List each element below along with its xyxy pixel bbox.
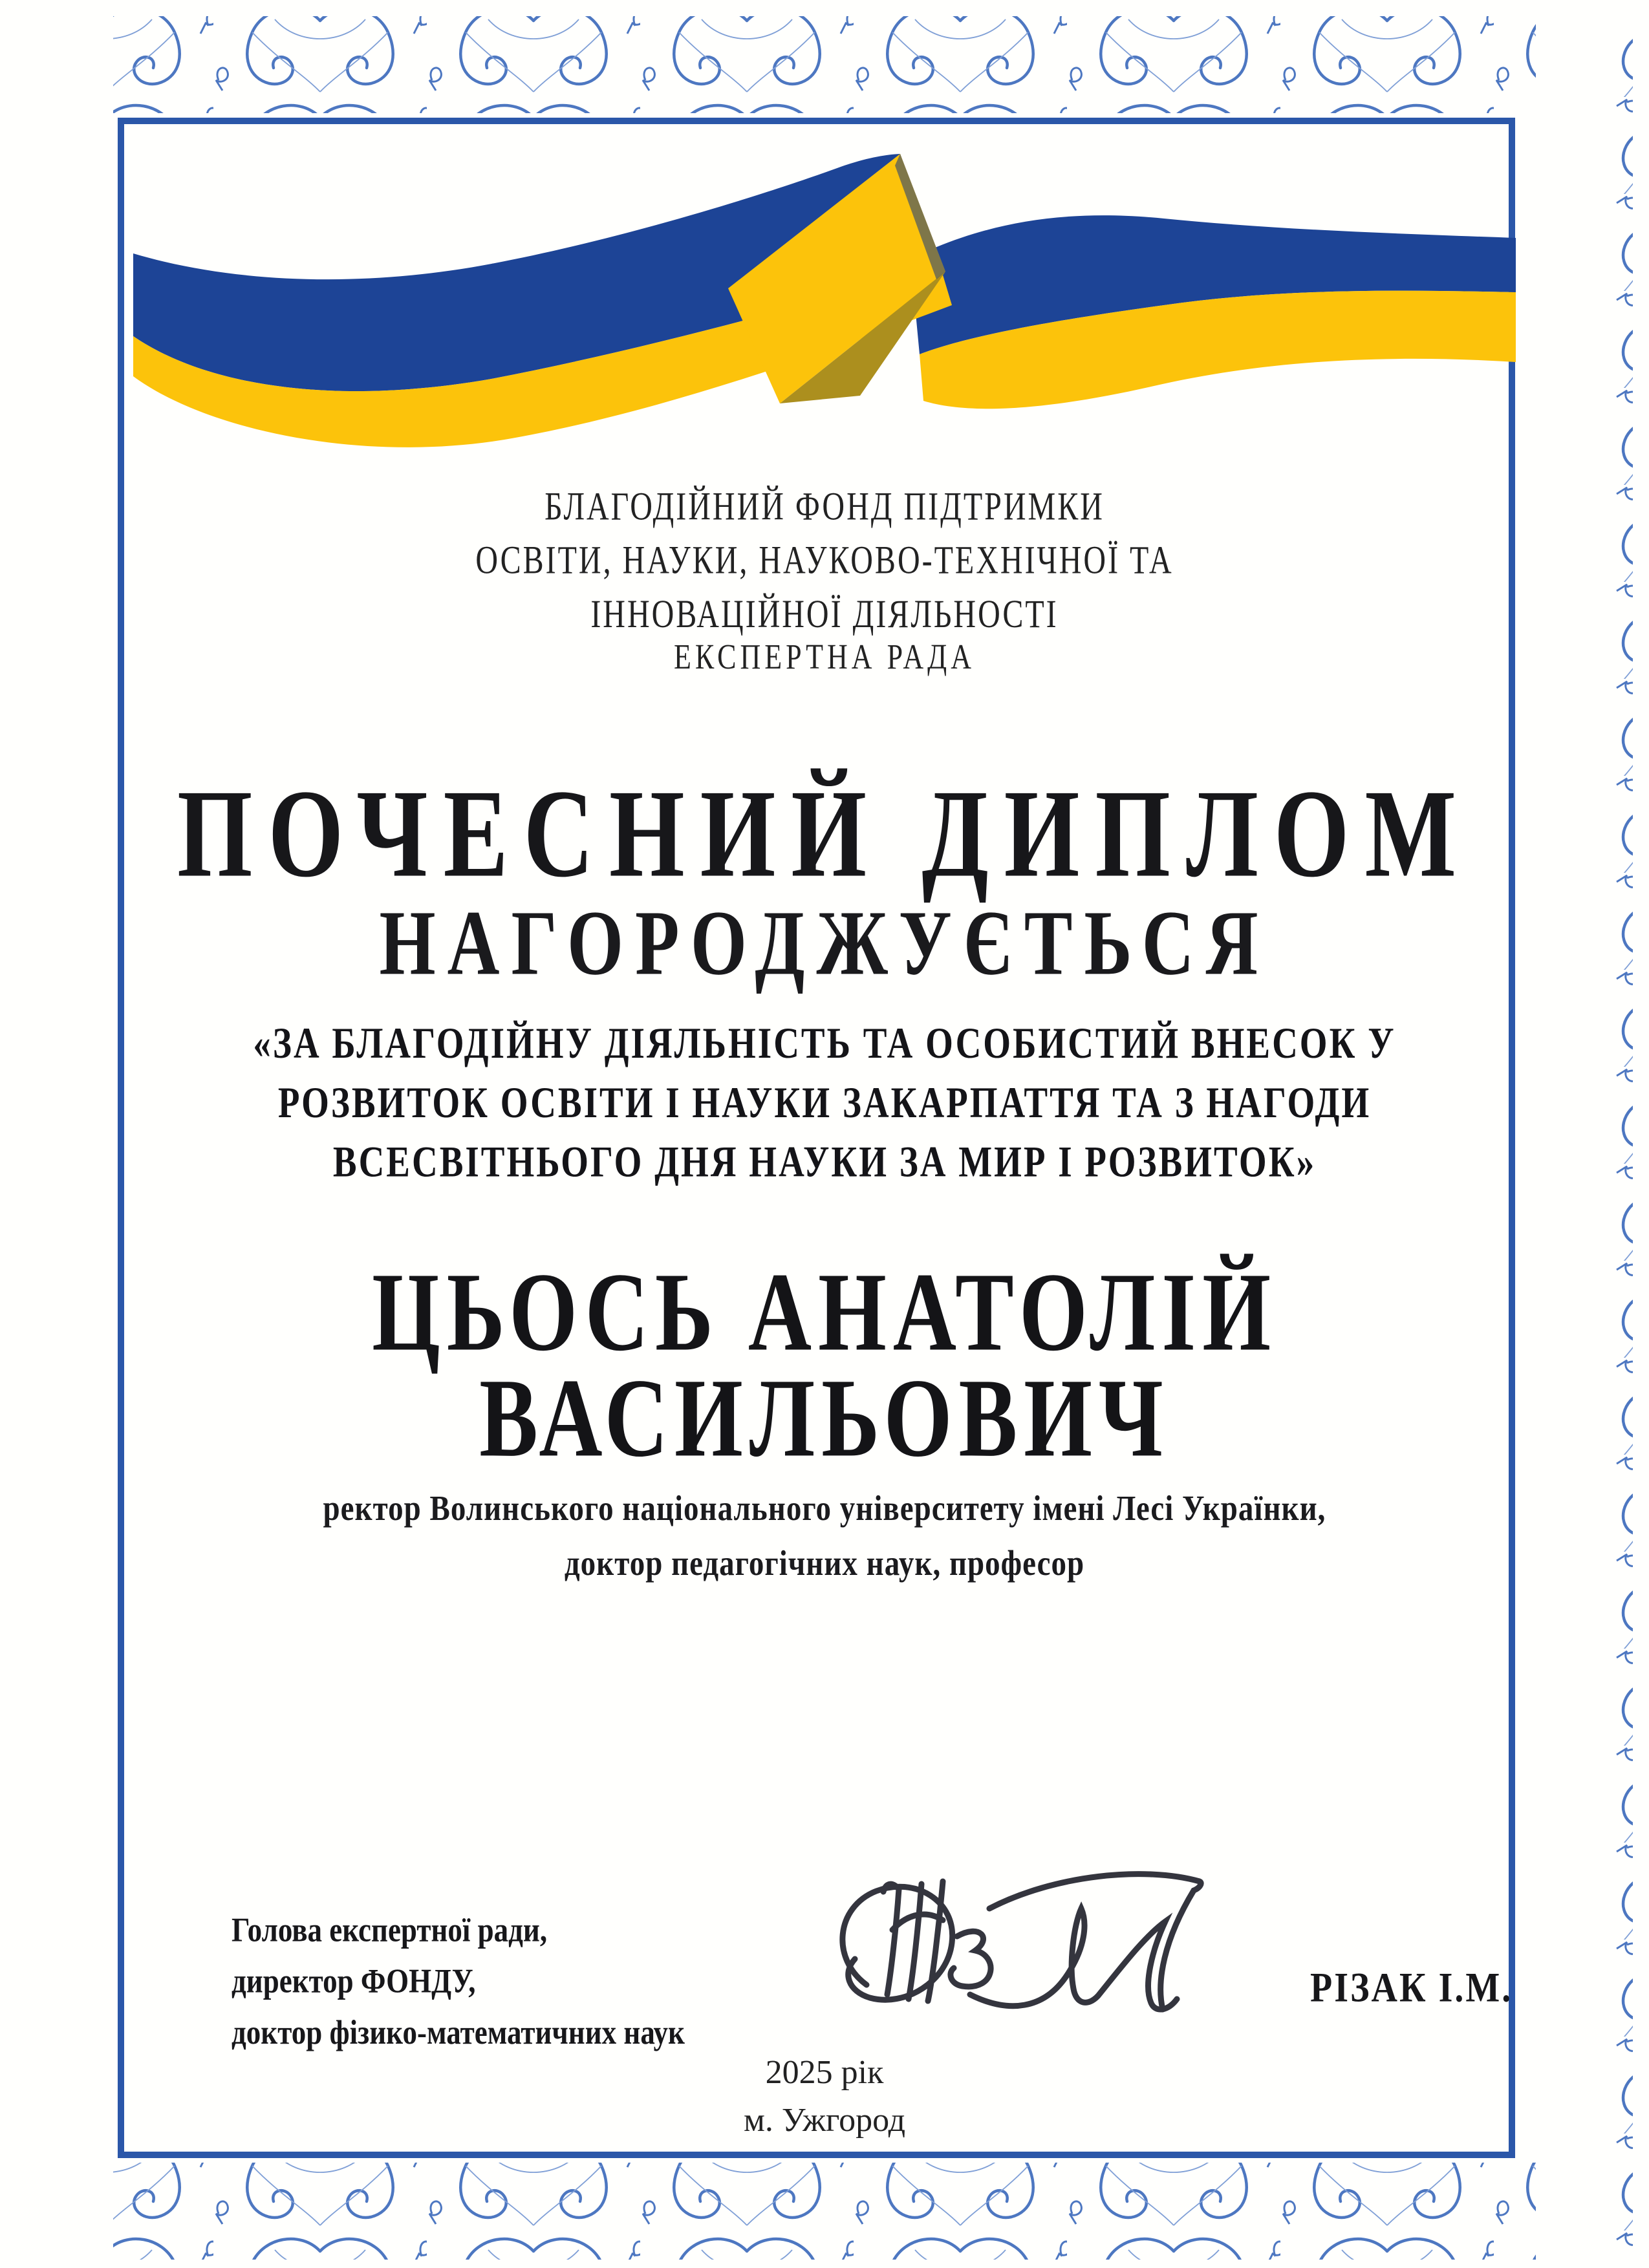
signatory-role-line: директор ФОНДУ, bbox=[232, 1962, 476, 2000]
signature-scribble bbox=[795, 1862, 1326, 2056]
recipient-name-line: ВАСИЛЬОВИЧ bbox=[479, 1356, 1170, 1481]
recipient-description-line: доктор педагогічних наук, професор bbox=[564, 1544, 1085, 1583]
organization-line: ОСВІТИ, НАУКИ, НАУКОВО-ТЕХНІЧНОЇ ТА bbox=[475, 538, 1174, 583]
citation-line: «ЗА БЛАГОДІЙНУ ДІЯЛЬНІСТЬ ТА ОСОБИСТИЙ ВНЕСОК У bbox=[253, 1018, 1396, 1068]
signatory-role-line: Голова експертної ради, bbox=[232, 1910, 548, 1949]
citation-line: ВСЕСВІТНЬОГО ДНЯ НАУКИ ЗА МИР І РОЗВИТОК» bbox=[332, 1137, 1317, 1186]
footer-city: м. Ужгород bbox=[743, 2102, 906, 2139]
awarded-subtitle: НАГОРОДЖУЄТЬСЯ bbox=[379, 892, 1270, 995]
citation-line: РОЗВИТОК ОСВІТИ І НАУКИ ЗАКАРПАТТЯ ТА З НАГОДИ bbox=[277, 1078, 1372, 1127]
citation-text bbox=[0, 1014, 1649, 1192]
recipient-name-line: ЦЬОСЬ АНАТОЛІЙ bbox=[371, 1250, 1278, 1375]
organization-line: ІННОВАЦІЙНОЇ ДІЯЛЬНОСТІ bbox=[590, 592, 1059, 636]
council-label: ЕКСПЕРТНА РАДА bbox=[674, 637, 975, 677]
organization-line: БЛАГОДІЙНИЙ ФОНД ПІДТРИМКИ bbox=[544, 484, 1105, 529]
signatory-role bbox=[232, 1905, 685, 2058]
organization-name bbox=[0, 480, 1649, 641]
signatory-role-line: доктор фізико-математичних наук bbox=[232, 2013, 685, 2051]
footer-year: 2025 рік bbox=[765, 2054, 884, 2091]
diploma-title: ПОЧЕСНИЙ ДИПЛОМ bbox=[177, 764, 1472, 904]
recipient-description bbox=[0, 1482, 1649, 1591]
signatory-name: РІЗАК І.М. bbox=[1310, 1965, 1513, 2011]
recipient-description-line: ректор Волинського національного університету імені Лесі Українки, bbox=[323, 1489, 1326, 1528]
recipient-name bbox=[0, 1250, 1649, 1481]
